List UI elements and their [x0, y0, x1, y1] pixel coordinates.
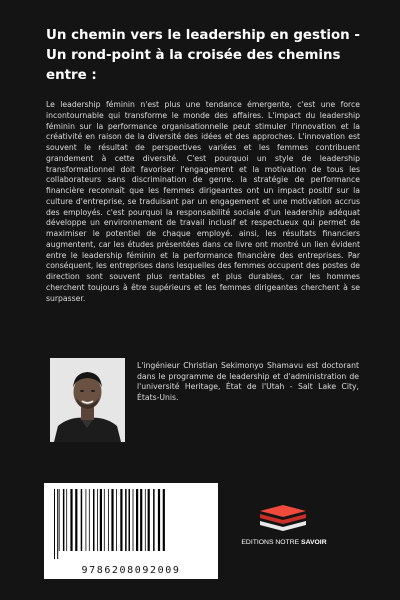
- stacked-books-logo-icon: [258, 505, 308, 531]
- barcode-bar: [133, 489, 134, 551]
- publisher-name: [236, 539, 332, 546]
- barcode-bar: [93, 489, 95, 551]
- barcode-bar: [81, 489, 83, 551]
- barcode-bar: [108, 489, 109, 551]
- barcode-bar: [100, 489, 102, 551]
- barcode-bar: [86, 489, 87, 551]
- barcode-bar: [54, 489, 55, 559]
- author-bio: L'ingénieur Christian Sekimonyo Shamavu est doctorant dans le programme de leadership et d'administration de l'université Heritage, État de l'Utah - Salt Lake City, États-Unis.: [137, 361, 359, 402]
- barcode-bar: [148, 489, 150, 551]
- barcode-bar: [158, 489, 160, 551]
- barcode-icon: [50, 489, 212, 561]
- barcode-bar: [120, 489, 122, 551]
- barcode-bar: [75, 489, 77, 551]
- barcode-bar: [145, 489, 146, 551]
- publisher-brand: SAVOIR: [301, 539, 327, 546]
- barcode-bar: [89, 489, 90, 551]
- barcode-bar: [163, 489, 165, 551]
- barcode-bar: [97, 489, 98, 551]
- portrait-icon: [50, 358, 125, 442]
- isbn-number: 9786208092009: [81, 565, 181, 576]
- barcode-bar: [66, 489, 67, 551]
- barcode-bar: [136, 489, 138, 551]
- book-title: Un chemin vers le leadership en gestion - Un rond-point à la croisée des chemins entre :: [46, 28, 360, 83]
- barcode-bar: [153, 489, 155, 551]
- publisher-prefix: EDITIONS NOTRE: [241, 539, 302, 546]
- back-cover-blurb: Le leadership féminin n'est plus une tendance émergente, c'est une force incontournable qui transforme le monde des affaires. L'impact du leadership féminin sur la performance organisationnelle peut stimuler l'innovation et la créativité en raison de la diversité des idées et des approches. L'innovation est souvent le résultat de perspectives variées et les femmes contribuent grandement à cette diversité. C'est pourquoi un style de leadership transformationnel doit favoriser l'engagement et la motivation de tous les collaborateurs sans discrimination de genre. la stratégie de performance financière reconnaît que les femmes dirigeantes ont un impact positif sur la culture d'entreprise, se traduisant par un engagement et une motivation accrus des employés. c'est pourquoi la responsabilité sociale d'un leadership adéquat développe un environnement de travail inclusif et respectueux qui permet de maximiser le potentiel de chaque employé. ainsi, les résultats financiers augmentent, car les études présentées dans ce livre ont montré un lien évident entre le leadership féminin et la performance financière des entreprises. Par conséquent, les entreprises dans lesquelles des femmes occupent des postes de direction sont souvent plus rentables et plus durables, car les hommes cherchent toujours à être supérieurs et les femmes dirigeantes cherchent à se surpasser.: [46, 100, 360, 303]
- barcode-bar: [125, 489, 127, 551]
- barcode-bar: [140, 489, 142, 551]
- barcode-bar: [70, 489, 72, 551]
- isbn-barcode: [44, 483, 218, 579]
- barcode-bar: [57, 489, 58, 559]
- barcode-bar: [59, 489, 60, 551]
- barcode-bar: [63, 489, 65, 551]
- barcode-bar: [129, 489, 131, 551]
- author-photo: [50, 358, 125, 442]
- barcode-bar: [116, 489, 117, 551]
- barcode-bar: [104, 489, 105, 551]
- barcode-bar: [111, 489, 113, 551]
